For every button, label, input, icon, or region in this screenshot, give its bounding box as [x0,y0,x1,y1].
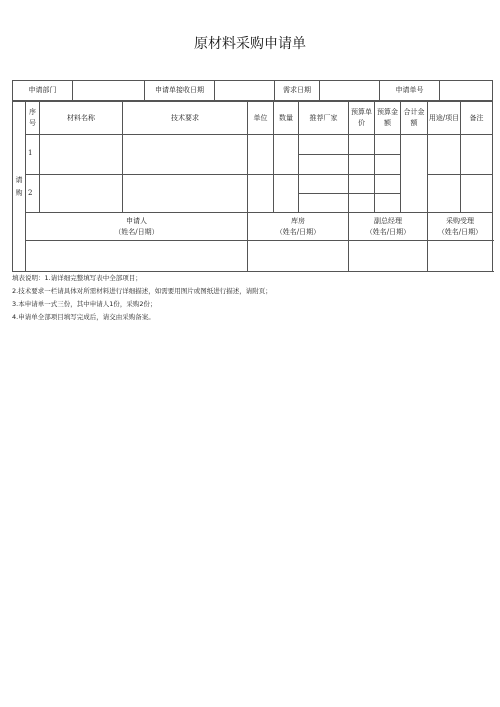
col-total: 合计金额 [401,102,428,135]
qty-cell[interactable] [274,135,299,175]
vendor-cell[interactable] [299,194,349,213]
table-row-seq: 2 [26,175,40,213]
signature-hint: （姓名/日期） [275,227,321,236]
instruction-line: 2.技术要求一栏请具体对所需材料进行详细描述，如需要用图片或图纸进行描述，请附页； [12,287,272,295]
budget-cell[interactable] [375,155,401,175]
signature-hint: （姓名/日期） [114,227,159,236]
qty-cell[interactable] [274,175,299,213]
signature-purchasing-field[interactable] [428,241,493,272]
request-no-field[interactable] [440,81,493,101]
table-row-seq: 1 [26,135,40,175]
signature-role: 副总经理 [374,216,402,225]
dept-field[interactable] [73,81,145,101]
remark-cell[interactable] [461,135,493,175]
request-no-label: 申请单号 [380,81,440,101]
receive-date-label: 申请单接收日期 [145,81,215,101]
col-tech: 技术要求 [123,102,248,135]
signature-deputy-gm [349,213,428,241]
instruction-line: 3.本申请单一式三份，其中申请人1份，采购2份； [12,300,157,308]
usage-cell[interactable] [428,135,461,175]
usage-cell[interactable] [428,175,461,213]
budget-cell[interactable] [375,175,401,194]
instruction-line: 填表说明：1.请详细完整填写表中全部项目； [12,274,142,282]
signature-role: 库房 [291,216,305,225]
signature-warehouse [248,213,349,241]
unit-price-cell[interactable] [349,194,375,213]
unit-cell[interactable] [248,135,274,175]
signature-deputy-gm-field[interactable] [349,241,428,272]
vendor-cell[interactable] [299,155,349,175]
signature-role: 采购受理 [446,216,474,225]
dept-label: 申请部门 [13,81,73,101]
col-usage: 用途/项目 [428,102,461,135]
vendor-cell[interactable] [299,135,349,155]
signature-warehouse-field[interactable] [248,241,349,272]
col-vendor: 推荐厂家 [299,102,349,135]
col-budget: 预算金额 [375,102,401,135]
signature-hint: （姓名/日期） [437,227,483,236]
remark-cell[interactable] [461,175,493,213]
unit-price-cell[interactable] [349,135,375,155]
col-qty: 数量 [274,102,299,135]
demand-date-label: 需求日期 [275,81,320,101]
budget-cell[interactable] [375,135,401,155]
unit-price-cell[interactable] [349,175,375,194]
signature-hint: （姓名/日期） [365,227,411,236]
vendor-cell[interactable] [299,175,349,194]
purchase-items-table [12,101,493,272]
material-cell[interactable] [40,135,123,175]
demand-date-field[interactable] [320,81,380,101]
signature-role: 申请人 [126,216,147,225]
tech-cell[interactable] [123,175,248,213]
budget-cell[interactable] [375,194,401,213]
col-unit: 单位 [248,102,274,135]
receive-date-field[interactable] [215,81,275,101]
section-label-text: 请购 [15,175,23,197]
header-info-table [12,80,493,101]
instruction-line: 4.申请单全部项目填写完成后，请交由采购备案。 [12,313,155,321]
section-label-purchase [13,102,26,272]
col-remark: 备注 [461,102,493,135]
col-material: 材料名称 [40,102,123,135]
col-seq: 序号 [26,102,40,135]
form-title: 原材料采购申请单 [194,36,306,52]
form-instructions [12,272,272,324]
unit-cell[interactable] [248,175,274,213]
signature-purchasing [428,213,493,241]
tech-cell[interactable] [123,135,248,175]
signature-applicant-field[interactable] [26,241,248,272]
material-cell[interactable] [40,175,123,213]
col-unit-price: 预算单价 [349,102,375,135]
total-cell[interactable] [401,135,428,213]
signature-applicant [26,213,248,241]
unit-price-cell[interactable] [349,155,375,175]
